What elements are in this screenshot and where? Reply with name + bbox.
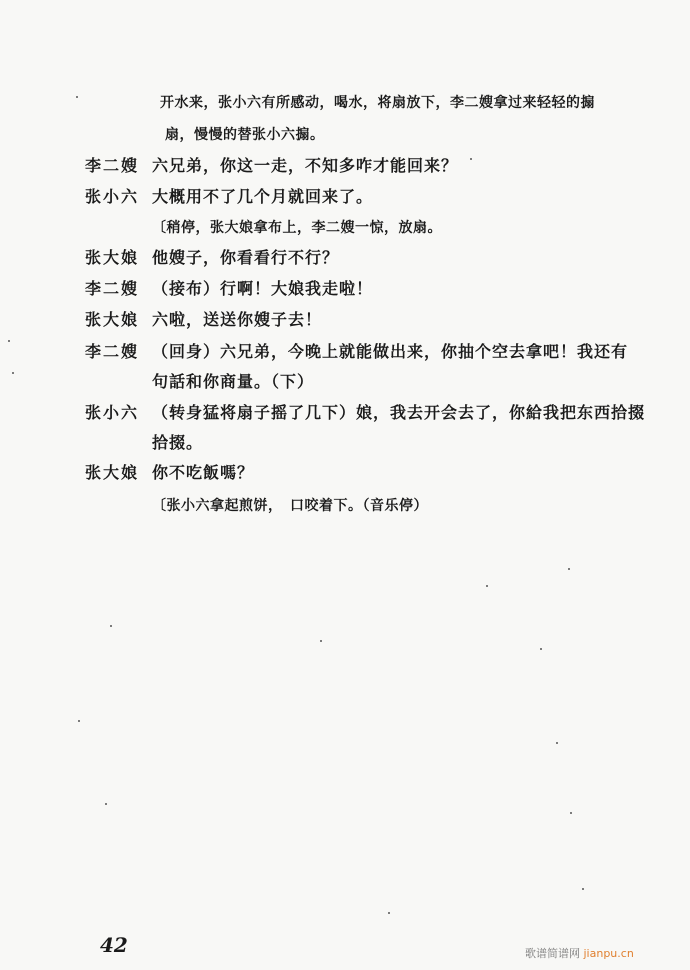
scan-speck: [105, 803, 107, 805]
speaker-zhang-xiaoliu: 张小六: [85, 187, 140, 206]
scan-speck: [540, 648, 542, 650]
speaker-zhang-daniang: 张大娘: [85, 463, 140, 482]
speaker-zhang-xiaoliu: 张小六: [85, 403, 140, 422]
scan-speck: [568, 568, 570, 570]
speaker-zhang-daniang: 张大娘: [85, 248, 140, 267]
scan-speck: [78, 720, 80, 722]
dialogue-line: 大概用不了几个月就回来了。: [152, 187, 374, 206]
stage-direction-1-line-2: 扇，慢慢的替张小六搧。: [165, 127, 325, 143]
dialogue-line: 六兄弟，你这一走，不知多咋才能回来？: [152, 156, 459, 175]
dialogue-line: 他嫂子，你看看行不行？: [152, 248, 340, 267]
scan-speck: [486, 585, 488, 587]
dialogue-line: 六啦，送送你嫂子去！: [152, 310, 323, 329]
scan-speck: [556, 742, 558, 744]
stage-direction-1-line-1: 开水来，张小六有所感动，喝水，将扇放下，李二嫂拿过来轻轻的搧: [160, 95, 595, 111]
speaker-li-ersao: 李二嫂: [85, 342, 140, 361]
watermark-domain: jianpu.cn: [583, 947, 634, 960]
dialogue-line: 你不吃飯嗎？: [152, 463, 255, 482]
page-number: 42: [100, 933, 128, 957]
scan-speck: [320, 640, 322, 642]
scan-speck: [388, 912, 390, 914]
dialogue-line-continued: 拾掇。: [152, 433, 204, 452]
speaker-li-ersao: 李二嫂: [85, 156, 140, 175]
dialogue-line: （接布）行啊！大娘我走啦！: [152, 279, 374, 298]
speaker-zhang-daniang: 张大娘: [85, 310, 140, 329]
dialogue-line-continued: 句話和你商量。（下）: [152, 372, 315, 391]
watermark: [525, 945, 634, 961]
dialogue-line: （转身猛将扇子摇了几下）娘，我去开会去了，你給我把东西拾掇: [152, 403, 646, 422]
scan-speck: [8, 340, 10, 342]
scan-speck: [582, 888, 584, 890]
stage-direction-2: 〔稍停，张大娘拿布上，李二嫂一惊，放扇。: [152, 220, 442, 236]
speaker-li-ersao: 李二嫂: [85, 279, 140, 298]
scan-speck: [12, 372, 14, 374]
watermark-text: 歌谱简谱网: [525, 947, 580, 960]
scan-speck: [110, 625, 112, 627]
stage-direction-3: 〔张小六拿起煎饼， 口咬着下。（音乐停）: [152, 498, 428, 514]
scan-speck: [470, 158, 472, 160]
scan-speck: [570, 812, 572, 814]
dialogue-line: （回身）六兄弟，今晚上就能做出来，你抽个空去拿吧！我还有: [152, 342, 629, 361]
scan-speck: [76, 96, 78, 98]
